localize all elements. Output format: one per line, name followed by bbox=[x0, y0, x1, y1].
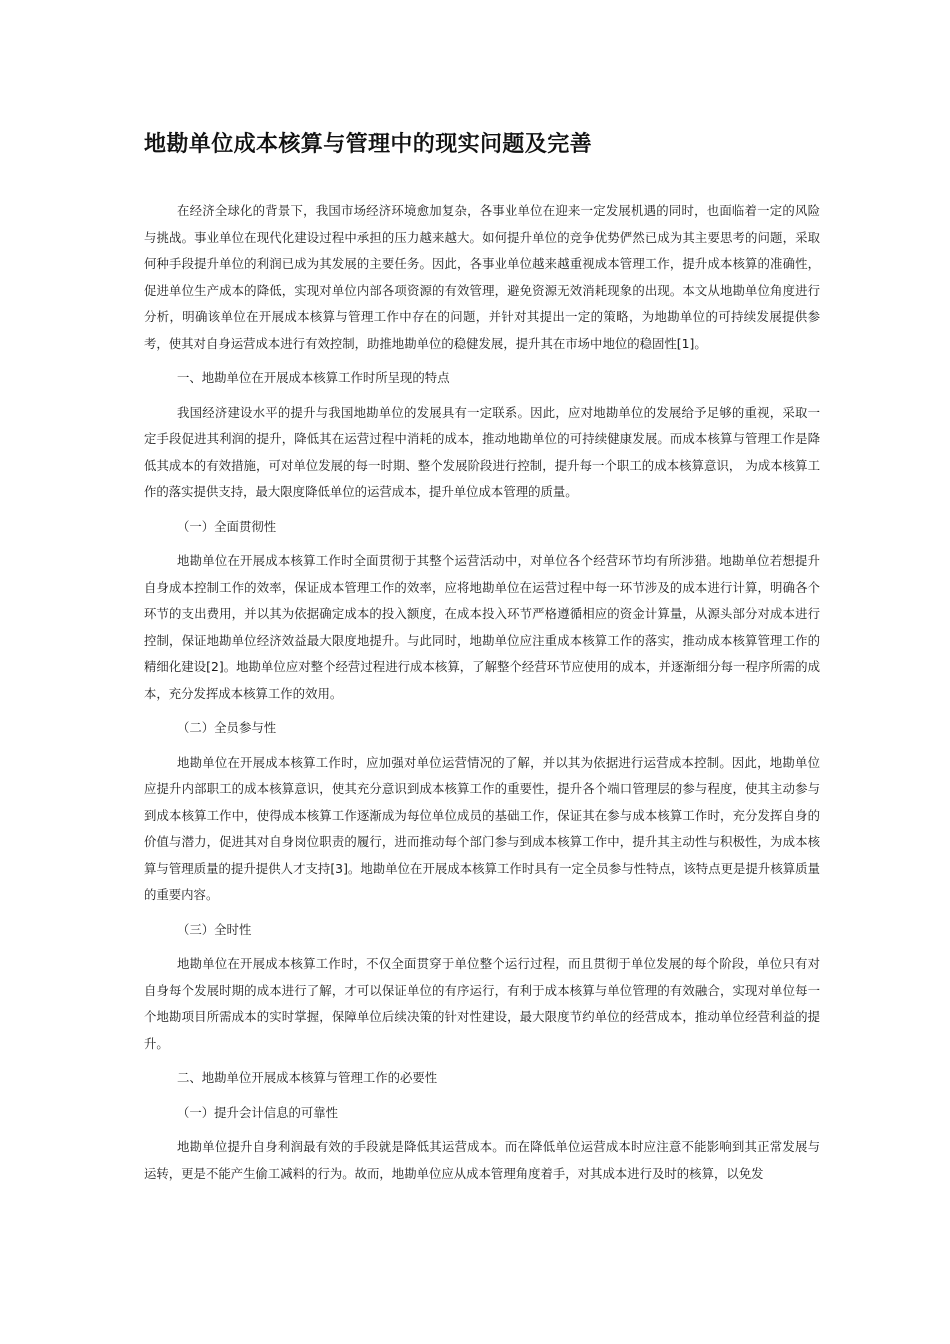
section-heading-2: 二、地勘单位开展成本核算与管理工作的必要性 bbox=[177, 1070, 438, 1085]
document-title: 地勘单位成本核算与管理中的现实问题及完善 bbox=[144, 132, 593, 157]
spacer bbox=[144, 742, 820, 750]
subsection-heading-2: （二）全员参与性 bbox=[177, 720, 277, 735]
intro-paragraph: 在经济全球化的背景下，我国市场经济环境愈加复杂，各事业单位在迎来一定发展机遇的同时，也面临着一定的风险与挑战。事业单位在现代化建设过程中承担的压力越来越大。如何提升单位的竞争优势俨然已成为其主要思考的问题，采取何种手段提升单位的利润已成为其发展的主要任务。因此，各事业单位越来越重视成本管理工作，提升成本核算的准确性，促进单位生产成本的降低，实现对单位内部各项资源的有效管理，避免资源无效消耗现象的出现。本文从地勘单位角度进行分析，明确该单位在开展成本核算与管理工作中存在的问题，并针对其提出一定的策略，为地勘单位的可持续发展提供参考，使其对自身运营成本进行有效控制，助推地勘单位的稳健发展，提升其在市场中地位的稳固性[1]。 bbox=[144, 203, 820, 351]
spacer bbox=[144, 540, 820, 548]
document-body bbox=[144, 198, 820, 1187]
subsection-heading-1: （一）全面贯彻性 bbox=[177, 518, 277, 534]
spacer bbox=[144, 392, 820, 400]
spacer bbox=[144, 909, 820, 917]
spacer bbox=[144, 1126, 820, 1134]
spacer bbox=[144, 943, 820, 951]
spacer bbox=[144, 1092, 820, 1100]
spacer bbox=[144, 506, 820, 514]
spacer bbox=[144, 1057, 820, 1065]
spacer bbox=[144, 707, 820, 715]
subsection-2-paragraph: 地勘单位在开展成本核算工作时，应加强对单位运营情况的了解，并以其为依据进行运营成本控制。因此，地勘单位应提升内部职工的成本核算意识，使其充分意识到成本核算工作的重要性，提升各个端口管理层的参与程度，使其主动参与到成本核算工作中，使得成本核算工作逐渐成为每位单位成员的基础工作，保证其在参与成本核算工作时，充分发挥自身的价值与潜力，促进其对自身岗位职责的履行，进而推动每个部门参与到成本核算工作中，提升其主动性与积极性，为成本核算与管理质量的提升提供人才支持[3]。地勘单位在开展成本核算工作时具有一定全员参与性特点，该特点更是提升核算质量的重要内容。 bbox=[144, 754, 820, 902]
subsection-heading-3: （三）全时性 bbox=[177, 921, 252, 937]
spacer bbox=[144, 357, 820, 365]
subsection-heading-4: （一）提升会计信息的可靠性 bbox=[177, 1104, 339, 1120]
section-heading-1: 一、地勘单位在开展成本核算工作时所呈现的特点 bbox=[177, 370, 450, 385]
subsection-3-paragraph: 地勘单位在开展成本核算工作时，不仅全面贯穿于单位整个运行过程，而且贯彻于单位发展的每个阶段，单位只有对自身每个发展时期的成本进行了解，才可以保证单位的有序运行，有利于成本核算与单位管理的有效融合，实现对单位每一个地勘项目所需成本的实时掌握，保障单位后续决策的针对性建设，最大限度节约单位的经营成本，推动单位经营利益的提升。 bbox=[144, 956, 820, 1051]
section-1-paragraph: 我国经济建设水平的提升与我国地勘单位的发展具有一定联系。因此，应对地勘单位的发展给予足够的重视，采取一定手段促进其利润的提升，降低其在运营过程中消耗的成本，推动地勘单位的可持续健康发展。而成本核算与管理工作是降低其成本的有效措施，可对单位发展的每一时期、整个发展阶段进行控制，提升每一个职工的成本核算意识， 为成本核算工作的落实提供支持，最大限度降低单位的运营成本，提升单位成本管理的质量。 bbox=[144, 404, 820, 499]
subsection-1-paragraph: 地勘单位在开展成本核算工作时全面贯彻于其整个运营活动中，对单位各个经营环节均有所涉猎。地勘单位若想提升自身成本控制工作的效率，保证成本管理工作的效率，应将地勘单位在运营过程中每一环节涉及的成本进行计算，明确各个环节的支出费用，并以其为依据确定成本的投入额度，在成本投入环节严格遵循相应的资金计算量，从源头部分对成本进行控制，保证地勘单位经济效益最大限度地提升。与此同时，地勘单位应注重成本核算工作的落实，推动成本核算管理工作的精细化建设[2]。地勘单位应对整个经营过程进行成本核算，了解整个经营环节应使用的成本，并逐渐细分每一程序所需的成本，充分发挥成本核算工作的效用。 bbox=[144, 553, 820, 701]
subsection-4-paragraph: 地勘单位提升自身利润最有效的手段就是降低其运营成本。而在降低单位运营成本时应注意不能影响到其正常发展与运转，更是不能产生偷工减料的行为。故而，地勘单位应从成本管理角度着手，对其成本进行及时的核算，以免发 bbox=[144, 1139, 820, 1181]
